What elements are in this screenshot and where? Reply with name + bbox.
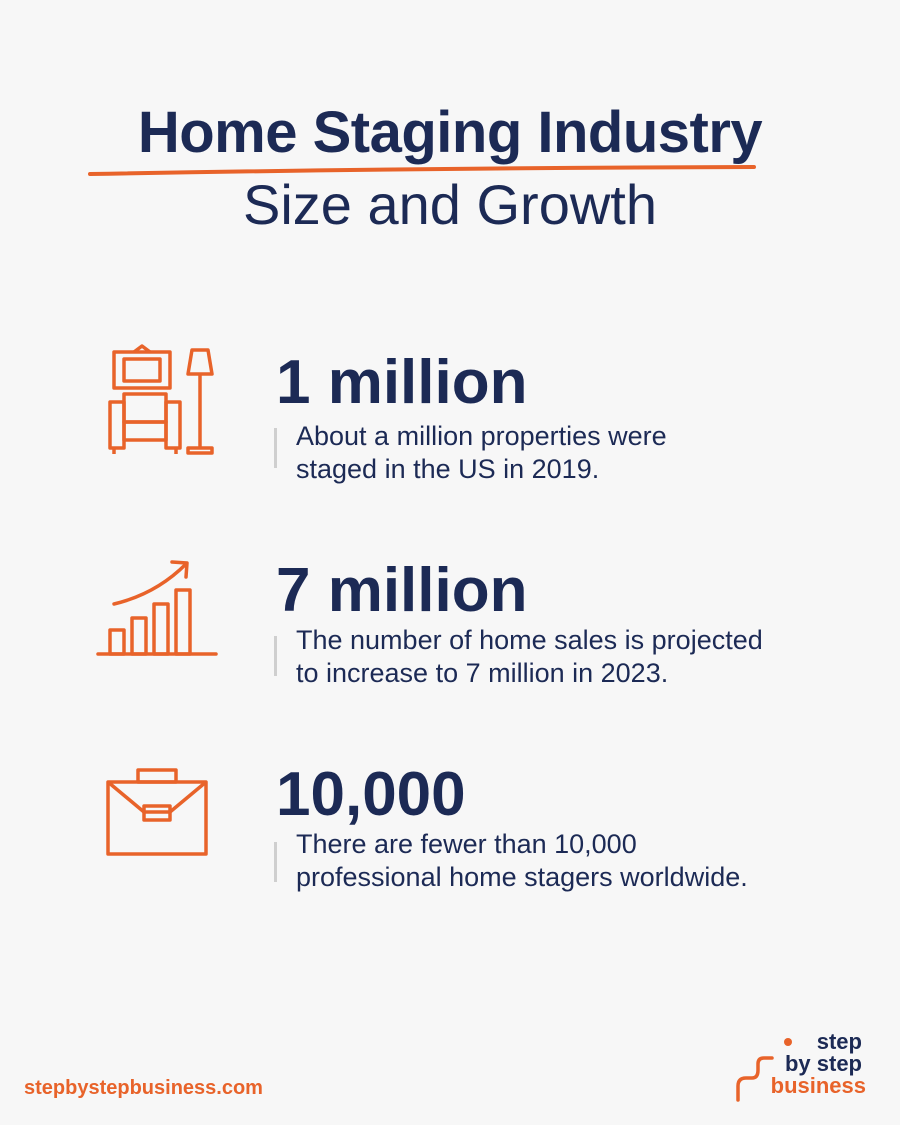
stat-value: 10,000 bbox=[276, 760, 466, 829]
logo-text-business: business bbox=[770, 1073, 866, 1098]
stat-description bbox=[296, 420, 856, 486]
stat-item bbox=[0, 548, 900, 728]
briefcase-icon bbox=[104, 764, 210, 858]
stat-divider bbox=[274, 428, 277, 468]
logo-text-by-step: by step bbox=[784, 1051, 862, 1076]
stat-item bbox=[0, 752, 900, 932]
stat-description-line: The number of home sales is projected bbox=[296, 625, 763, 655]
stat-description-line: professional home stagers worldwide. bbox=[296, 862, 748, 892]
stat-description-line: There are fewer than 10,000 bbox=[296, 829, 637, 859]
logo-text-step: step bbox=[816, 1029, 862, 1054]
furniture-icon bbox=[104, 344, 220, 456]
brand-logo bbox=[732, 1030, 872, 1102]
stat-description-line: About a million properties were bbox=[296, 421, 667, 451]
stat-divider bbox=[274, 636, 277, 676]
stat-divider bbox=[274, 842, 277, 882]
stat-description-line: staged in the US in 2019. bbox=[296, 454, 600, 484]
stat-description bbox=[296, 624, 856, 690]
footer-url[interactable]: stepbystepbusiness.com bbox=[24, 1077, 263, 1099]
stat-description bbox=[296, 828, 856, 894]
page-title: Home Staging Industry bbox=[137, 100, 763, 165]
growth-chart-icon bbox=[96, 558, 220, 658]
stat-value: 1 million bbox=[276, 348, 528, 417]
stat-item bbox=[0, 340, 900, 520]
stat-value: 7 million bbox=[276, 556, 528, 625]
stat-description-line: to increase to 7 million in 2023. bbox=[296, 658, 669, 688]
page-subtitle: Size and Growth bbox=[243, 173, 657, 236]
